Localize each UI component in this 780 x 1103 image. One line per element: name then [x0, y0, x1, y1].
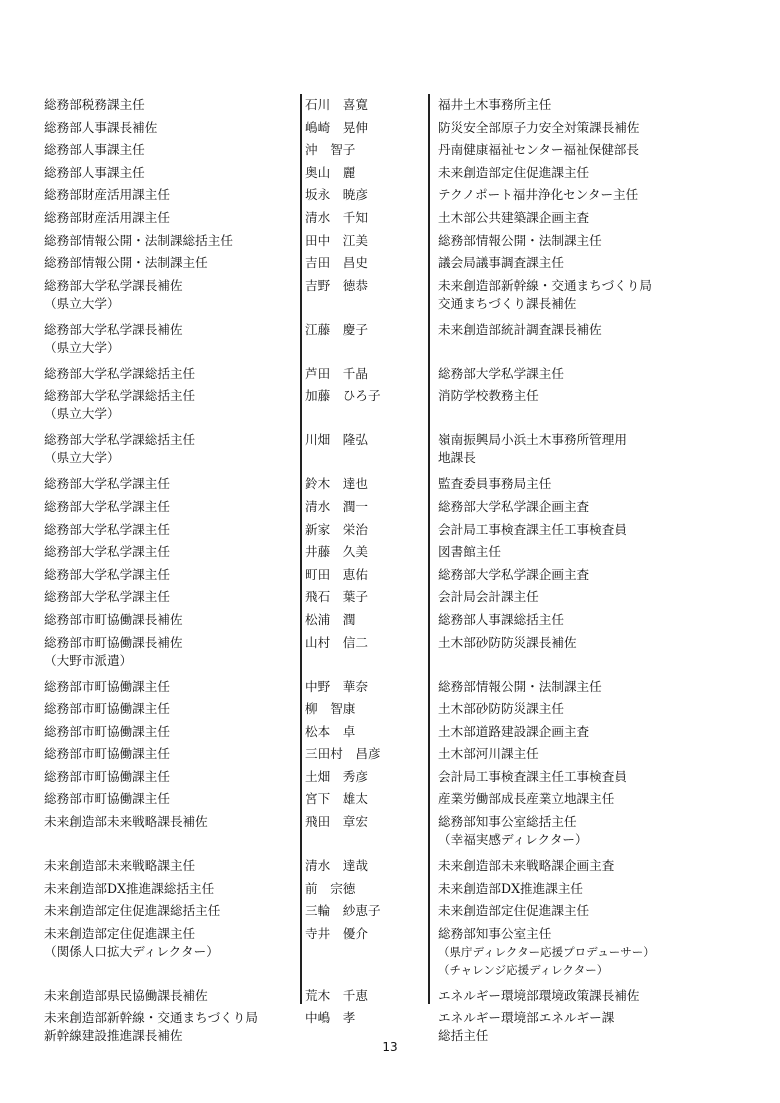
new-position-text: 総務部大学私学課総括主任 [44, 388, 196, 404]
new-position-text: 総務部市町協働課主任 [44, 701, 170, 717]
person-name: 松本 卓 [305, 723, 356, 739]
new-position-cell [44, 431, 195, 467]
previous-position-text: 会計局会計課主任 [438, 589, 539, 605]
previous-position-cell [438, 543, 501, 561]
previous-position-text: 会計局工事検査課主任工事検査員 [438, 768, 627, 784]
previous-position-cell [438, 431, 627, 467]
previous-position-text: 土木部砂防防災課長補佐 [438, 634, 577, 650]
table-row [0, 987, 780, 1010]
previous-position-text: 地課長 [438, 450, 476, 466]
previous-position-text: 未来創造部定住促進課主任 [438, 903, 590, 919]
previous-position-cell [438, 96, 551, 114]
person-name: 石川 喜寛 [305, 97, 368, 112]
new-position-cell [44, 768, 170, 786]
new-position-cell [44, 745, 170, 763]
previous-position-cell [438, 186, 638, 204]
previous-position-text: エネルギー環境部エネルギー課 [438, 1010, 615, 1026]
table-row [0, 209, 780, 232]
person-name: 松浦 潤 [305, 611, 356, 627]
person-name: 井藤 久美 [305, 544, 368, 560]
table-row [0, 321, 780, 365]
new-position-text: 総務部大学私学課総括主任 [44, 432, 196, 448]
table-row [0, 678, 780, 701]
table-row [0, 521, 780, 544]
table-row [0, 790, 780, 813]
previous-position-cell [438, 723, 589, 741]
previous-position-text: 福井土木事務所主任 [438, 97, 552, 112]
new-position-text: 未来創造部未来戦略課主任 [44, 858, 196, 874]
previous-position-cell [438, 745, 539, 763]
table-row [0, 96, 780, 119]
new-position-cell [44, 365, 195, 383]
person-name: 飛田 章宏 [305, 814, 368, 830]
new-position-text: 総務部大学私学課主任 [44, 498, 170, 514]
person-name: 清水 達哉 [305, 858, 368, 874]
person-name: 加藤 ひろ子 [305, 388, 381, 404]
previous-position-cell [438, 164, 589, 182]
previous-position-text: 未来創造部新幹線・交通まちづくり局 [438, 277, 652, 293]
previous-position-text: 総務部人事課総括主任 [438, 611, 564, 627]
new-position-text: 総務部大学私学課主任 [44, 476, 170, 492]
table-row [0, 141, 780, 164]
previous-position-cell [438, 813, 588, 849]
new-position-cell [44, 164, 145, 182]
new-position-cell [44, 723, 170, 741]
previous-position-text: 交通まちづくり課長補佐 [438, 295, 577, 311]
person-name: 三田村 昌彦 [305, 746, 381, 762]
new-position-text: 総務部大学私学課長補佐 [44, 321, 183, 337]
person-name: 寺井 優介 [305, 925, 368, 941]
previous-position-text: 未来創造部未来戦略課企画主査 [438, 858, 615, 874]
new-position-text: 未来創造部DX推進課総括主任 [44, 880, 215, 896]
table-row [0, 475, 780, 498]
previous-position-text: 土木部道路建設課企画主査 [438, 723, 590, 739]
table-row [0, 566, 780, 589]
new-position-cell [44, 254, 208, 272]
new-position-text: 総務部情報公開・法制課主任 [44, 255, 208, 271]
new-position-cell [44, 902, 220, 920]
new-position-text: （県立大学） [44, 339, 120, 355]
previous-position-cell [438, 119, 640, 137]
person-name: 吉野 徳恭 [305, 277, 368, 293]
previous-position-cell [438, 365, 564, 383]
person-name: 田中 江美 [305, 232, 368, 248]
new-position-cell [44, 566, 170, 584]
previous-position-cell [438, 141, 639, 159]
previous-position-cell [438, 925, 655, 979]
previous-position-text: 未来創造部定住促進課主任 [438, 164, 590, 180]
previous-position-text: エネルギー環境部環境政策課長補佐 [438, 987, 640, 1003]
new-position-text: 未来創造部未来戦略課長補佐 [44, 814, 208, 830]
new-position-text: 未来創造部県民協働課長補佐 [44, 987, 208, 1003]
previous-position-cell [438, 387, 539, 405]
new-position-cell [44, 141, 145, 159]
previous-position-text: 防災安全部原子力安全対策課長補佐 [438, 119, 640, 135]
new-position-text: （関係人口拡大ディレクター） [44, 943, 219, 959]
previous-position-cell [438, 566, 589, 584]
previous-position-text: 総務部知事公室総括主任 [438, 814, 577, 830]
new-position-cell [44, 790, 170, 808]
table-row [0, 543, 780, 566]
previous-position-text: 嶺南振興局小浜土木事務所管理用 [438, 432, 627, 448]
person-name: 清水 千知 [305, 209, 368, 225]
previous-position-cell [438, 498, 589, 516]
new-position-text: 総務部人事課長補佐 [44, 119, 158, 135]
new-position-text: 総務部大学私学課主任 [44, 589, 170, 605]
new-position-text: 総務部市町協働課主任 [44, 768, 170, 784]
person-name: 飛石 葉子 [305, 589, 368, 605]
new-position-text: 総務部税務課主任 [44, 97, 145, 112]
person-name: 三輪 紗恵子 [305, 903, 381, 919]
new-position-text: 総務部市町協働課主任 [44, 723, 170, 739]
table-row [0, 880, 780, 903]
new-position-text: 総務部市町協働課主任 [44, 746, 170, 762]
person-name: 宮下 雄太 [305, 791, 368, 807]
previous-position-cell [438, 611, 564, 629]
new-position-cell [44, 857, 195, 875]
table-row [0, 186, 780, 209]
previous-position-cell [438, 232, 602, 250]
new-position-cell [44, 209, 170, 227]
previous-position-text: 議会局議事調査課主任 [438, 255, 564, 271]
table-row [0, 634, 780, 678]
new-position-cell [44, 588, 170, 606]
new-position-cell [44, 232, 233, 250]
new-position-cell [44, 277, 183, 313]
new-position-cell [44, 634, 183, 670]
previous-position-cell [438, 700, 564, 718]
table-row [0, 813, 780, 857]
new-position-cell [44, 611, 183, 629]
new-position-cell [44, 321, 183, 357]
previous-position-text: （県庁ディレクター応援プロデューサー） [438, 944, 655, 959]
previous-position-cell [438, 857, 614, 875]
new-position-text: 総務部大学私学課主任 [44, 544, 170, 560]
previous-position-cell [438, 790, 614, 808]
previous-position-text: 総務部大学私学課企画主査 [438, 566, 590, 582]
table-row [0, 768, 780, 791]
new-position-text: 総務部人事課主任 [44, 164, 145, 180]
table-row [0, 431, 780, 475]
new-position-cell [44, 521, 170, 539]
new-position-text: 総務部市町協働課長補佐 [44, 634, 183, 650]
table-row [0, 723, 780, 746]
table-row [0, 365, 780, 388]
table-row [0, 164, 780, 187]
person-name: 中嶋 孝 [305, 1010, 356, 1026]
new-position-text: 総務部市町協働課主任 [44, 678, 170, 694]
table-row [0, 588, 780, 611]
previous-position-text: 消防学校教務主任 [438, 388, 539, 404]
new-position-text: 総務部市町協働課主任 [44, 791, 170, 807]
new-position-text: 未来創造部定住促進課総括主任 [44, 903, 221, 919]
previous-position-cell [438, 475, 551, 493]
table-row [0, 277, 780, 321]
new-position-text: （県立大学） [44, 295, 120, 311]
person-name: 荒木 千恵 [305, 987, 368, 1003]
table-row [0, 119, 780, 142]
previous-position-text: 未来創造部統計調査課長補佐 [438, 321, 602, 337]
previous-position-cell [438, 209, 589, 227]
previous-position-text: （チャレンジ応援ディレクター） [438, 962, 609, 977]
previous-position-cell [438, 277, 652, 313]
table-row [0, 498, 780, 521]
new-position-text: 総務部情報公開・法制課総括主任 [44, 232, 233, 248]
personnel-list [0, 96, 780, 1053]
person-name: 沖 智子 [305, 142, 356, 158]
previous-position-text: 土木部砂防防災課主任 [438, 701, 564, 717]
new-position-text: 総務部大学私学課長補佐 [44, 277, 183, 293]
previous-position-text: 総務部大学私学課主任 [438, 365, 564, 381]
new-position-text: 未来創造部新幹線・交通まちづくり局 [44, 1010, 258, 1026]
table-row [0, 232, 780, 255]
previous-position-cell [438, 902, 589, 920]
table-row [0, 902, 780, 925]
person-name: 鈴木 達也 [305, 476, 368, 492]
new-position-text: 総務部大学私学課総括主任 [44, 365, 196, 381]
previous-position-cell [438, 588, 539, 606]
previous-position-text: 総務部知事公室主任 [438, 925, 552, 941]
person-name: 芦田 千晶 [305, 365, 368, 381]
new-position-cell [44, 678, 170, 696]
person-name: 嶋崎 晃伸 [305, 119, 368, 135]
new-position-text: 総務部大学私学課主任 [44, 566, 170, 582]
previous-position-text: 図書館主任 [438, 544, 501, 560]
new-position-text: 未来創造部定住促進課主任 [44, 925, 196, 941]
previous-position-cell [438, 634, 577, 652]
table-row [0, 745, 780, 768]
person-name: 中野 華奈 [305, 678, 368, 694]
previous-position-text: 産業労働部成長産業立地課主任 [438, 791, 615, 807]
new-position-cell [44, 880, 214, 898]
new-position-text: 総務部財産活用課主任 [44, 187, 170, 203]
previous-position-text: テクノポート福井浄化センター主任 [438, 187, 639, 203]
new-position-text: （県立大学） [44, 450, 120, 466]
previous-position-cell [438, 678, 602, 696]
previous-position-text: 総括主任 [438, 1028, 489, 1044]
new-position-cell [44, 987, 208, 1005]
new-position-cell [44, 387, 195, 423]
previous-position-text: 未来創造部DX推進課主任 [438, 880, 584, 896]
person-name: 土畑 秀彦 [305, 768, 368, 784]
new-position-text: 新幹線建設推進課長補佐 [44, 1028, 183, 1044]
previous-position-cell [438, 254, 564, 272]
previous-position-text: 会計局工事検査課主任工事検査員 [438, 521, 627, 537]
new-position-text: （大野市派遣） [44, 652, 133, 668]
previous-position-cell [438, 321, 602, 339]
previous-position-text: 丹南健康福祉センター福祉保健部長 [438, 142, 639, 158]
person-name: 江藤 慶子 [305, 321, 368, 337]
person-name: 奥山 麗 [305, 164, 356, 180]
table-row [0, 700, 780, 723]
new-position-text: 総務部人事課主任 [44, 142, 145, 158]
previous-position-text: 土木部公共建築課企画主査 [438, 209, 590, 225]
person-name: 川畑 隆弘 [305, 432, 368, 448]
previous-position-cell [438, 880, 583, 898]
new-position-text: 総務部市町協働課長補佐 [44, 611, 183, 627]
person-name: 山村 信二 [305, 634, 368, 650]
table-row [0, 857, 780, 880]
previous-position-cell [438, 521, 627, 539]
new-position-cell [44, 119, 157, 137]
table-row [0, 611, 780, 634]
previous-position-text: 総務部情報公開・法制課主任 [438, 232, 602, 248]
table-row [0, 387, 780, 431]
previous-position-text: 監査委員事務局主任 [438, 476, 552, 492]
person-name: 町田 恵佑 [305, 566, 368, 582]
new-position-cell [44, 475, 170, 493]
table-row [0, 925, 780, 987]
person-name: 清水 潤一 [305, 498, 368, 514]
previous-position-cell [438, 987, 640, 1005]
previous-position-text: （幸福実感ディレクター） [438, 832, 588, 848]
new-position-text: （県立大学） [44, 406, 120, 422]
previous-position-text: 総務部情報公開・法制課主任 [438, 678, 602, 694]
new-position-cell [44, 498, 170, 516]
new-position-text: 総務部財産活用課主任 [44, 209, 170, 225]
previous-position-text: 土木部河川課主任 [438, 746, 539, 762]
new-position-cell [44, 186, 170, 204]
new-position-cell [44, 700, 170, 718]
previous-position-cell [438, 768, 627, 786]
table-row [0, 254, 780, 277]
person-name: 吉田 昌史 [305, 255, 368, 271]
person-name: 新家 栄治 [305, 521, 368, 537]
new-position-cell [44, 96, 145, 114]
new-position-text: 総務部大学私学課主任 [44, 521, 170, 537]
person-name: 坂永 暁彦 [305, 187, 368, 203]
person-name: 柳 智康 [305, 701, 356, 717]
new-position-cell [44, 925, 219, 961]
person-name: 前 宗徳 [305, 880, 356, 896]
page-number: 13 [382, 1040, 398, 1054]
new-position-cell [44, 543, 170, 561]
previous-position-text: 総務部大学私学課企画主査 [438, 498, 590, 514]
new-position-cell [44, 813, 208, 831]
